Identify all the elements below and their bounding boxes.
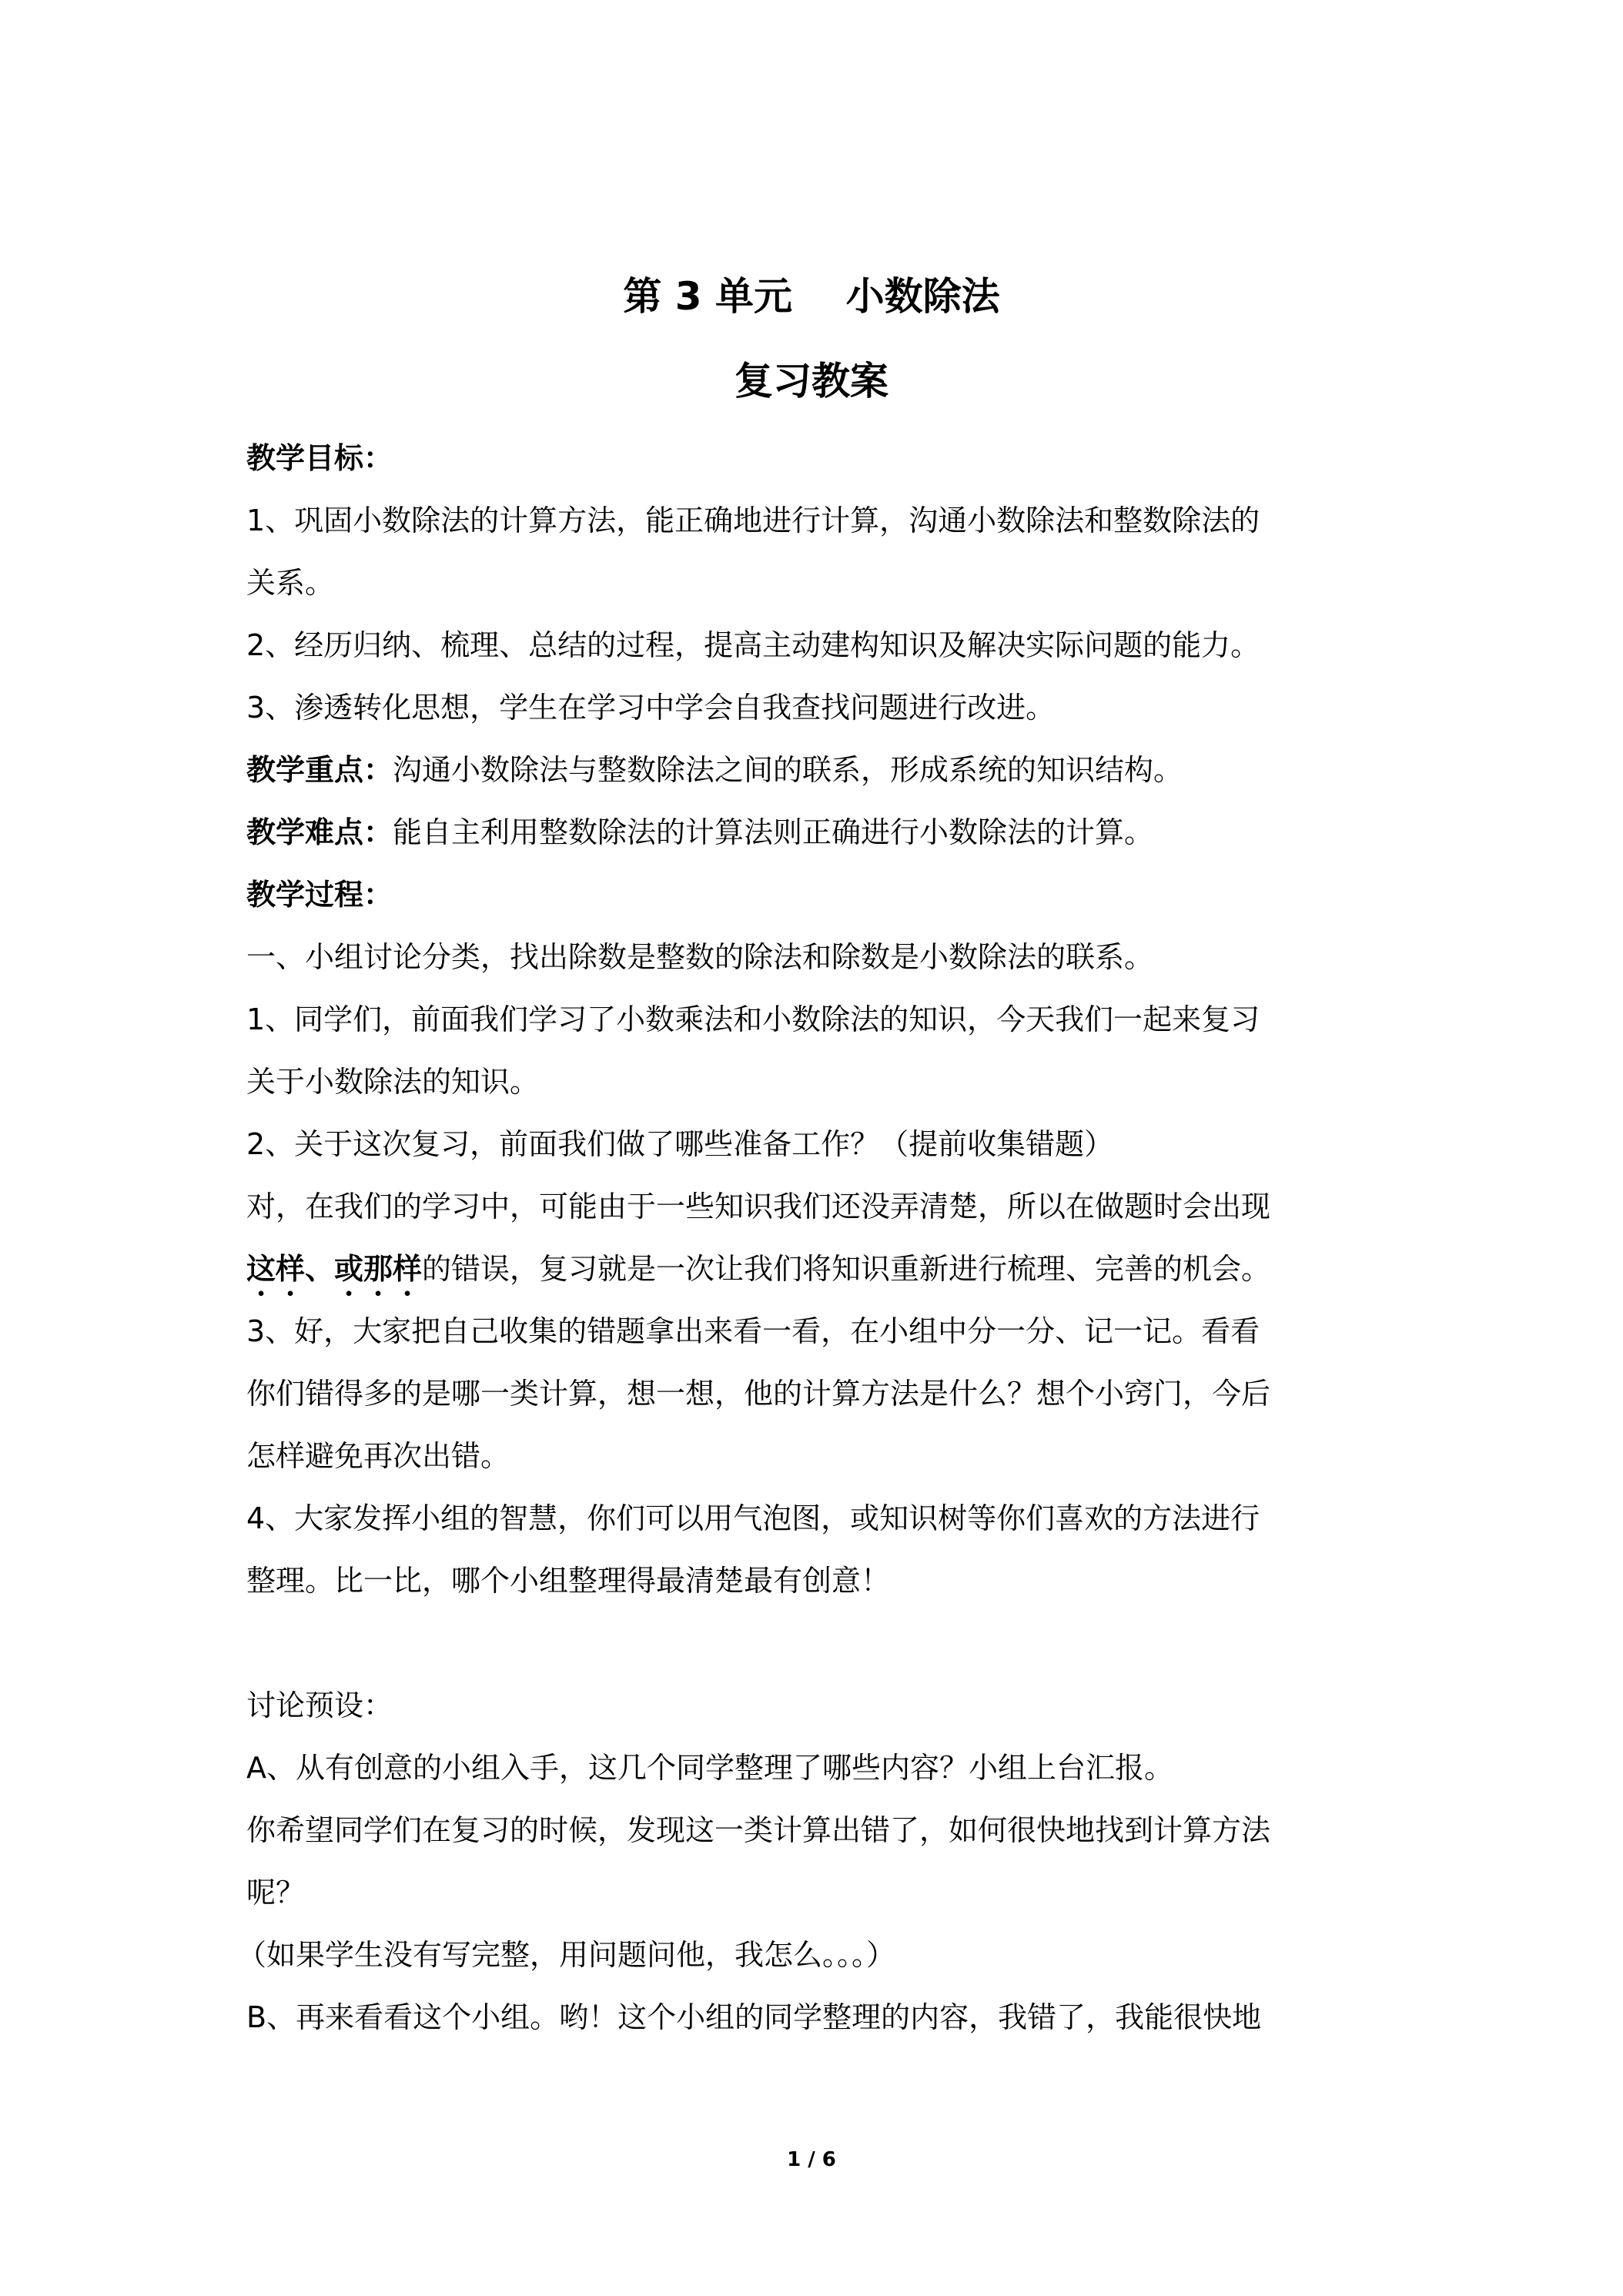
objective-2: 2、经历归纳、梳理、总结的过程，提高主动建构知识及解决实际问题的能力。 [246, 628, 1260, 662]
key-point-label: 教学重点： [246, 753, 393, 787]
objective-1-line-1: 1、巩固小数除法的计算方法，能正确地进行计算，沟通小数除法和整数除法的 [246, 504, 1260, 537]
difficulty-point [246, 815, 1386, 850]
key-point [246, 752, 1386, 788]
discussion-a-note: （如果学生没有写完整，用问题问他，我怎么。。。） [237, 1938, 896, 1972]
objectives-heading: 教学目标： [246, 441, 393, 475]
process-section-1: 一、小组讨论分类，找出除数是整数的除法和除数是小数除法的联系。 [246, 940, 1154, 974]
process-step-2-cont-line-1: 对，在我们的学习中，可能由于一些知识我们还没弄清楚，所以在做题时会出现 [246, 1190, 1271, 1223]
emphasized-phrase: 这样、或那样 [246, 1252, 423, 1286]
process-heading: 教学过程： [246, 878, 393, 912]
process-step-4-line-2: 整理。比一比，哪个小组整理得最清楚最有创意！ [246, 1564, 891, 1598]
discussion-heading: 讨论预设： [246, 1689, 393, 1722]
objective-1-line-2: 关系。 [246, 566, 335, 600]
difficulty-text: 能自主利用整数除法的计算法则正确进行小数除法的计算。 [393, 815, 1154, 849]
process-step-3-line-3: 怎样避免再次出错。 [246, 1439, 510, 1473]
objective-3: 3、渗透转化思想，学生在学习中学会自我查找问题进行改进。 [246, 691, 1056, 725]
process-step-3-line-2: 你们错得多的是哪一类计算，想一想，他的计算方法是什么？想个小窍门，今后 [246, 1377, 1271, 1411]
discussion-a-question-line-1: 你希望同学们在复习的时候，发现这一类计算出错了，如何很快地找到计算方法 [246, 1813, 1271, 1847]
process-step-2-cont-line-2 [246, 1251, 1386, 1303]
discussion-a: A、从有创意的小组入手，这几个同学整理了哪些内容？小组上台汇报。 [246, 1751, 1173, 1785]
page-number: 1 / 6 [787, 2148, 836, 2171]
process-step-1-line-2: 关于小数除法的知识。 [246, 1065, 540, 1099]
process-step-3-line-1: 3、好，大家把自己收集的错题拿出来看一看，在小组中分一分、记一记。看看 [246, 1314, 1260, 1348]
lesson-title: 复习教案 [735, 359, 888, 403]
difficulty-label: 教学难点： [246, 815, 393, 849]
process-step-4-line-1: 4、大家发挥小组的智慧，你们可以用气泡图，或知识树等你们喜欢的方法进行 [246, 1501, 1260, 1535]
process-step-2: 2、关于这次复习，前面我们做了哪些准备工作？（提前收集错题） [246, 1127, 1114, 1161]
process-step-2-cont-rest: 的错误，复习就是一次让我们将知识重新进行梳理、完善的机会。 [422, 1252, 1271, 1286]
discussion-b: B、再来看看这个小组。哟！这个小组的同学整理的内容，我错了，我能很快地 [246, 2000, 1262, 2034]
process-step-1-line-1: 1、同学们，前面我们学习了小数乘法和小数除法的知识，今天我们一起来复习 [246, 1002, 1260, 1036]
key-point-text: 沟通小数除法与整数除法之间的联系，形成系统的知识结构。 [393, 753, 1183, 787]
discussion-a-question-line-2: 呢？ [246, 1876, 306, 1909]
unit-title: 第 3 单元 小数除法 [623, 274, 1000, 319]
